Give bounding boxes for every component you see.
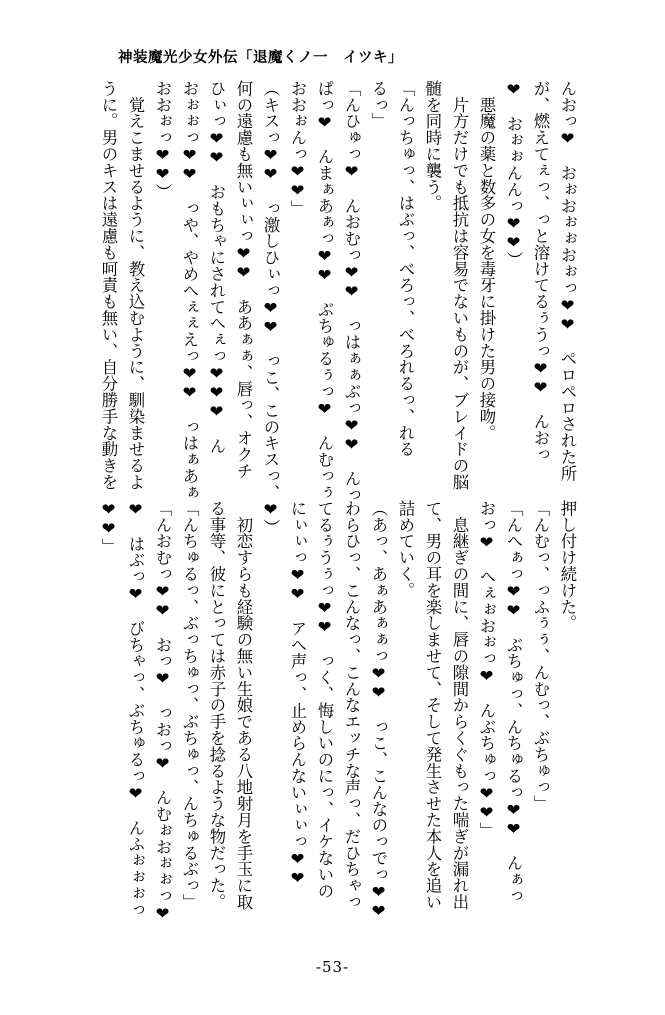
lower-text-block: 押し付け続けた。 「んむっ、っふぅぅ、んむっ、ぶちゅっ」 「んへぁっ❤❤ ぶちゅっ、んちゅるっ❤❤ んぁっ おっ❤ へぇぉおぉっ❤ んぶちゅっ❤❤」 息継ぎの間に、唇の隙間からくぐもった喘ぎが漏れ出 て、男の耳を楽しませて、そして発生させた本人を追い 詰めていく。 （あっ、あぁあぁぁっ❤❤ っこ、こんなのっでっ❤❤ わらひっ、こんなっ、こんなエッチな声っ、だひちゃっ てるぅうぅっ❤❤ っく、悔しいのにっ、イケないの にぃぃっ❤❤ アへ声っ、止めらんないぃぃっ❤❤ ❤） 初恋すらも経験の無い生娘である八地射月を手玉に取 る事等、彼にとっては赤子の手を捻るような物だった。 「んちゅるっ、ぶっちゅっ、ぶちゅっ、んちゅるぶっ」 「んおむっ❤❤ おっ❤ っおっ❤ んむぉおぉぉっ❤ ❤ はぶっ❤ びちゃっ、ぶちゅるっ❤ んふぉぉぉっ ❤❤」 (99, 500, 577, 923)
book-title-header: 神装魔光少女外伝「退魔くノ一 イツキ」 (118, 50, 403, 66)
upper-text-block: んおっ❤ おぉおぉぉおぉっ❤❤ ペロペロされた所 が、燃えてぇっ、っと溶けてるぅうっ❤❤ んおっ ❤ おぉぉんんっ❤❤） 悪魔の薬と数多の女を毒牙に掛けた男の接吻。 片方だけでも抵抗は容易でないものが、ブレイドの脳 髄を同時に襲う。 「んっちゅっ、はぶっ、べろっ、べろれるっ、れる るっ」 「んひゅっ❤ んおむっ❤❤ っはぁぁぶっ❤❤ んっ ぱっ❤ んまぁあぁっ❤❤ ぶちゅるぅっ❤ んむっぅ おおぉんっ❤❤」 （キスっ❤❤ っ激しひぃっ❤❤ っこ、このキスっ、 何の遠慮も無いぃぃっ❤❤ ああぁぁ、唇っ、オクチ ひぃっ❤❤ おもちゃにされてへぇっ❤❤❤ ん おぉぉっ❤❤ っや、やめへぇぇえっ❤❤ っはぁあぁ おおぉっ❤❤） 覚えこませるように、教え込むように、馴染ませるよ うに。男のキスは遠慮も呵責も無い、自分勝手な動きを (99, 80, 577, 503)
page-number: -53- (315, 958, 350, 976)
